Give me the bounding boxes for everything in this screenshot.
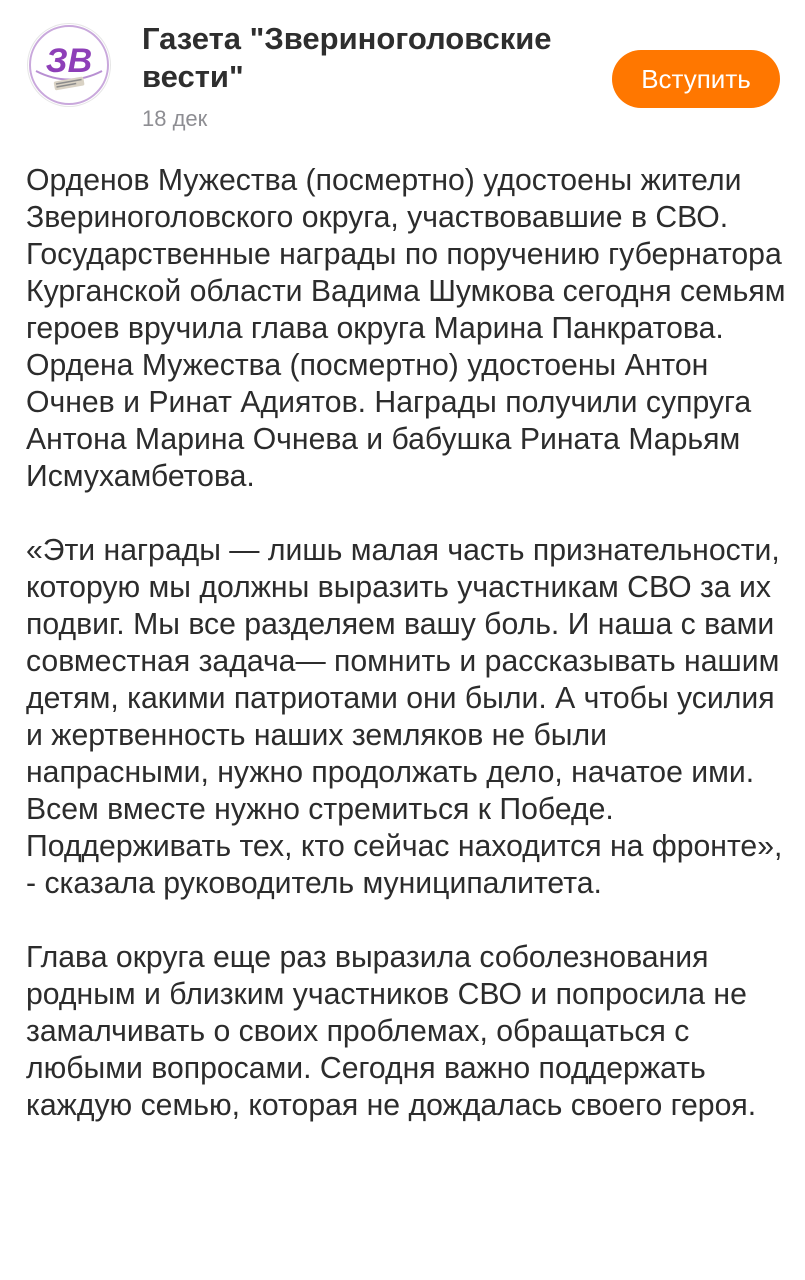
newspaper-logo-icon: [28, 24, 110, 106]
group-name[interactable]: Газета "Звериноголовские вести": [142, 21, 552, 94]
post-date: 18 дек: [142, 106, 208, 131]
paragraph-gap: [26, 902, 791, 939]
post-paragraph: Орденов Мужества (посмертно) удостоены жители Звериноголовского округа, участвовавшие в СВО. Государственные награды по поручению губернатора Курганской области Вадима Шумкова сегодня семьям героев вручила глава округа Марина Панкратова. Ордена Мужества (посмертно) удостоены Антон Очнев и Ринат Адиятов. Награды получили супруга Антона Марина Очнева и бабушка Рината Марьям Исмухамбетова.: [26, 164, 786, 493]
paragraph-gap: [26, 495, 791, 532]
join-button[interactable]: Вступить: [612, 50, 780, 108]
group-avatar[interactable]: [28, 24, 110, 106]
post-paragraph: Глава округа еще раз выразила соболезнования родным и близким участников СВО и попросила не замалчивать о своих проблемах, обращаться с любыми вопросами. Сегодня важно поддержать каждую семью, которая не дождалась своего героя.: [26, 941, 757, 1122]
post-header: [0, 0, 805, 150]
post-text: [26, 162, 791, 1124]
logo-letters: ЗВ: [45, 42, 93, 80]
post-paragraph: «Эти награды — лишь малая часть признательности, которую мы должны выразить участникам СВО за их подвиг. Мы все разделяем вашу боль. И наша с вами совместная задача— помнить и рассказывать нашим детям, какими патриотами они были. А чтобы усилия и жертвенность наших земляков не были напрасными, нужно продолжать дело, начатое ими. Всем вместе нужно стремиться к Победе. Поддерживать тех, кто сейчас находится на фронте», - сказала руководитель муниципалитета.: [26, 534, 783, 900]
